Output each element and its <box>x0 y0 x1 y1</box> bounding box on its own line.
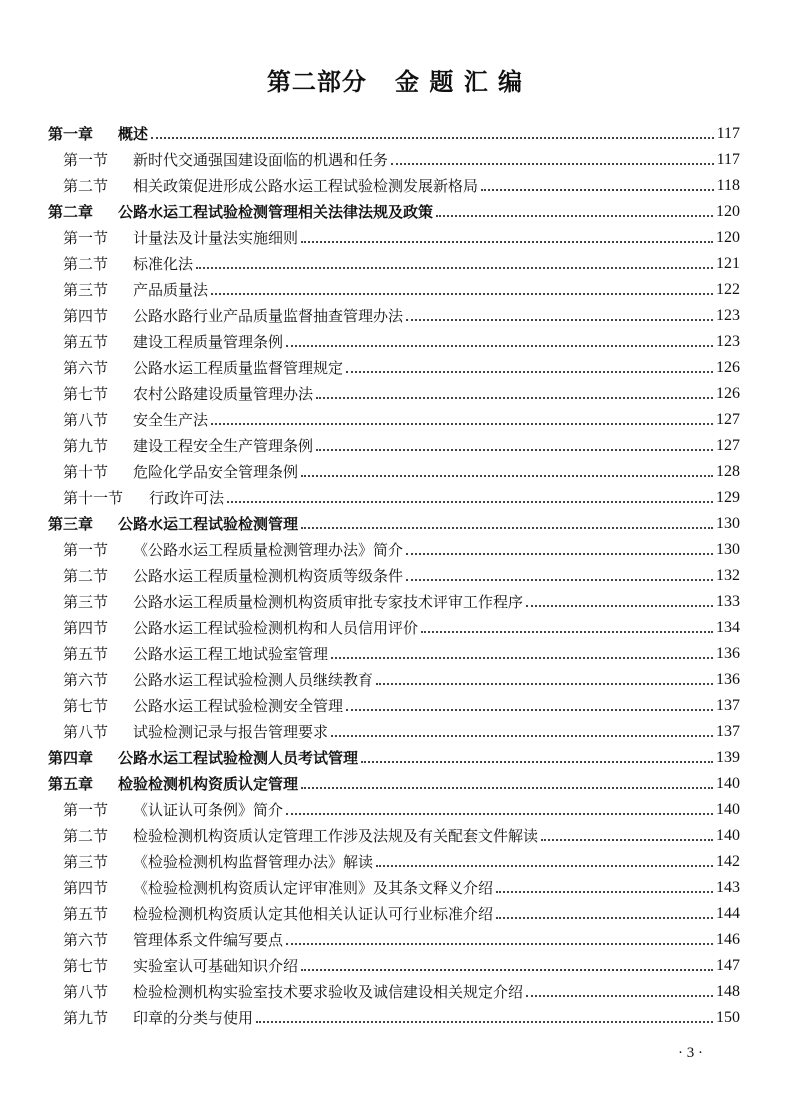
toc-entry-number: 第七节 <box>63 697 109 715</box>
toc-chapter-entry <box>48 742 740 768</box>
toc-entry-number: 第一节 <box>63 229 109 247</box>
dot-leader <box>496 917 713 919</box>
dot-leader <box>301 475 713 477</box>
toc-section-entry <box>48 560 740 586</box>
toc-section-entry <box>48 456 740 482</box>
toc-entry-title: 公路水运工程试验检测人员继续教育 <box>133 671 374 689</box>
toc-entry-number: 第一节 <box>63 541 109 559</box>
toc-entry-title: 检验检测机构资质认定其他相关认证认可行业标准介绍 <box>133 905 494 923</box>
toc-entry-title: 管理体系文件编写要点 <box>133 931 284 949</box>
toc-entry-number: 第八节 <box>63 723 109 741</box>
toc-entry-page-number: 142 <box>716 853 740 870</box>
toc-entry-page-number: 129 <box>716 489 740 506</box>
dot-leader <box>406 579 713 581</box>
toc-section-entry <box>48 898 740 924</box>
dot-leader <box>316 449 713 451</box>
toc-chapter-entry <box>48 118 740 144</box>
toc-chapter-entry <box>48 768 740 794</box>
toc-entry-number: 第二章 <box>48 203 94 221</box>
toc-entry-number: 第八节 <box>63 983 109 1001</box>
dot-leader <box>436 215 713 217</box>
dot-leader <box>256 1021 713 1023</box>
dot-leader <box>286 345 713 347</box>
toc-entry-title: 公路水运工程试验检测安全管理 <box>133 697 344 715</box>
toc-section-entry <box>48 1002 740 1028</box>
toc-chapter-entry <box>48 196 740 222</box>
toc-entry-title: 《检验检测机构监督管理办法》解读 <box>133 853 374 871</box>
dot-leader <box>316 397 713 399</box>
toc-entry-page-number: 117 <box>716 151 740 168</box>
toc-entry-page-number: 126 <box>716 385 740 402</box>
toc-entry-title: 公路水运工程质量监督管理规定 <box>133 359 344 377</box>
dot-leader <box>526 995 713 997</box>
toc-entry-number: 第一节 <box>63 151 109 169</box>
toc-section-entry <box>48 638 740 664</box>
toc-entry-page-number: 140 <box>716 801 740 818</box>
toc-entry-number: 第十节 <box>63 463 109 481</box>
toc-entry-page-number: 128 <box>716 463 740 480</box>
toc-entry-page-number: 120 <box>716 203 740 220</box>
dot-leader <box>421 631 713 633</box>
dot-leader <box>376 865 713 867</box>
toc-entry-title: 建设工程安全生产管理条例 <box>133 437 314 455</box>
toc-entry-title: 行政许可法 <box>149 489 225 507</box>
toc-entry-page-number: 123 <box>716 333 740 350</box>
toc-section-entry <box>48 664 740 690</box>
toc-entry-page-number: 127 <box>716 411 740 428</box>
toc-entry-title: 检验检测机构资质认定管理 <box>118 775 299 793</box>
toc-entry-title: 公路水路行业产品质量监督抽查管理办法 <box>133 307 404 325</box>
toc-entry-page-number: 123 <box>716 307 740 324</box>
toc-entry-page-number: 140 <box>716 827 740 844</box>
toc-entry-number: 第一章 <box>48 125 94 143</box>
toc-entry-title: 公路水运工程试验检测人员考试管理 <box>118 749 359 767</box>
toc-entry-page-number: 137 <box>716 723 740 740</box>
dot-leader <box>496 891 713 893</box>
toc-entry-page-number: 126 <box>716 359 740 376</box>
toc-entry-number: 第一节 <box>63 801 109 819</box>
dot-leader <box>361 761 713 763</box>
toc-entry-number: 第六节 <box>63 671 109 689</box>
toc-entry-page-number: 136 <box>716 645 740 662</box>
dot-leader <box>286 813 713 815</box>
toc-entry-title: 试验检测记录与报告管理要求 <box>133 723 329 741</box>
toc-section-entry <box>48 378 740 404</box>
toc-entry-title: 建设工程质量管理条例 <box>133 333 284 351</box>
toc-entry-title: 农村公路建设质量管理办法 <box>133 385 314 403</box>
toc-section-entry <box>48 794 740 820</box>
toc-entry-number: 第九节 <box>63 1009 109 1027</box>
toc-entry-page-number: 139 <box>716 749 740 766</box>
toc-entry-title: 《检验检测机构资质认定评审准则》及其条文释义介绍 <box>133 879 494 897</box>
toc-entry-page-number: 120 <box>716 229 740 246</box>
table-of-contents <box>48 118 740 1028</box>
toc-entry-page-number: 146 <box>716 931 740 948</box>
dot-leader <box>541 839 713 841</box>
toc-entry-page-number: 121 <box>716 255 740 272</box>
toc-section-entry <box>48 612 740 638</box>
dot-leader <box>227 501 713 503</box>
toc-section-entry <box>48 690 740 716</box>
toc-entry-page-number: 134 <box>716 619 740 636</box>
toc-entry-number: 第六节 <box>63 359 109 377</box>
dot-leader <box>301 787 713 789</box>
page-title: 第二部分 金 题 汇 编 <box>266 67 524 96</box>
toc-entry-title: 公路水运工程质量检测机构资质等级条件 <box>133 567 404 585</box>
toc-entry-number: 第五节 <box>63 645 109 663</box>
toc-entry-page-number: 117 <box>716 125 740 142</box>
toc-section-entry <box>48 950 740 976</box>
toc-section-entry <box>48 326 740 352</box>
toc-entry-title: 安全生产法 <box>133 411 209 429</box>
toc-entry-page-number: 144 <box>716 905 740 922</box>
toc-entry-page-number: 143 <box>716 879 740 896</box>
toc-entry-page-number: 133 <box>716 593 740 610</box>
toc-entry-page-number: 137 <box>716 697 740 714</box>
toc-entry-page-number: 130 <box>716 515 740 532</box>
toc-chapter-entry <box>48 508 740 534</box>
toc-section-entry <box>48 430 740 456</box>
dot-leader <box>526 605 713 607</box>
toc-entry-number: 第六节 <box>63 931 109 949</box>
dot-leader <box>391 163 714 165</box>
toc-entry-number: 第三节 <box>63 853 109 871</box>
toc-entry-number: 第四章 <box>48 749 94 767</box>
toc-entry-title: 概述 <box>118 125 149 143</box>
toc-entry-number: 第二节 <box>63 827 109 845</box>
toc-section-entry <box>48 300 740 326</box>
toc-entry-title: 检验检测机构资质认定管理工作涉及法规及有关配套文件解读 <box>133 827 539 845</box>
dot-leader <box>301 527 713 529</box>
toc-entry-title: 产品质量法 <box>133 281 209 299</box>
toc-entry-number: 第八节 <box>63 411 109 429</box>
dot-leader <box>481 189 714 191</box>
toc-section-entry <box>48 846 740 872</box>
toc-entry-number: 第五节 <box>63 333 109 351</box>
toc-entry-title: 公路水运工程质量检测机构资质审批专家技术评审工作程序 <box>133 593 524 611</box>
page-folio: · 3 · <box>678 1045 703 1061</box>
toc-section-entry <box>48 274 740 300</box>
toc-entry-title: 计量法及计量法实施细则 <box>133 229 299 247</box>
toc-entry-title: 新时代交通强国建设面临的机遇和任务 <box>133 151 389 169</box>
toc-entry-title: 检验检测机构实验室技术要求验收及诚信建设相关规定介绍 <box>133 983 524 1001</box>
toc-entry-title: 印章的分类与使用 <box>133 1009 254 1027</box>
toc-entry-page-number: 132 <box>716 567 740 584</box>
dot-leader <box>346 709 713 711</box>
toc-section-entry <box>48 820 740 846</box>
toc-entry-number: 第四节 <box>63 619 109 637</box>
toc-entry-number: 第四节 <box>63 879 109 897</box>
dot-leader <box>151 137 714 139</box>
toc-entry-number: 第五章 <box>48 775 94 793</box>
dot-leader <box>406 319 713 321</box>
toc-entry-title: 危险化学品安全管理条例 <box>133 463 299 481</box>
toc-entry-number: 第二节 <box>63 177 109 195</box>
toc-section-entry <box>48 352 740 378</box>
toc-entry-title: 公路水运工程试验检测机构和人员信用评价 <box>133 619 419 637</box>
toc-entry-page-number: 136 <box>716 671 740 688</box>
dot-leader <box>406 553 713 555</box>
toc-entry-page-number: 140 <box>716 775 740 792</box>
toc-entry-number: 第五节 <box>63 905 109 923</box>
toc-entry-title: 《公路水运工程质量检测管理办法》简介 <box>133 541 404 559</box>
toc-entry-title: 标准化法 <box>133 255 194 273</box>
toc-entry-page-number: 147 <box>716 957 740 974</box>
toc-entry-number: 第三节 <box>63 281 109 299</box>
toc-entry-title: 相关政策促进形成公路水运工程试验检测发展新格局 <box>133 177 479 195</box>
toc-section-entry <box>48 144 740 170</box>
toc-entry-number: 第十一节 <box>63 489 124 507</box>
dot-leader <box>331 735 713 737</box>
dot-leader <box>301 969 713 971</box>
dot-leader <box>331 657 713 659</box>
dot-leader <box>211 423 713 425</box>
toc-entry-page-number: 130 <box>716 541 740 558</box>
toc-section-entry <box>48 872 740 898</box>
dot-leader <box>301 241 713 243</box>
dot-leader <box>346 371 713 373</box>
toc-entry-title: 实验室认可基础知识介绍 <box>133 957 299 975</box>
toc-entry-page-number: 122 <box>716 281 740 298</box>
toc-section-entry <box>48 248 740 274</box>
toc-entry-title: 《认证认可条例》简介 <box>133 801 284 819</box>
toc-section-entry <box>48 482 740 508</box>
toc-section-entry <box>48 404 740 430</box>
dot-leader <box>376 683 713 685</box>
toc-entry-number: 第七节 <box>63 385 109 403</box>
toc-section-entry <box>48 586 740 612</box>
toc-section-entry <box>48 716 740 742</box>
toc-entry-number: 第二节 <box>63 255 109 273</box>
toc-entry-number: 第三节 <box>63 593 109 611</box>
toc-entry-number: 第三章 <box>48 515 94 533</box>
dot-leader <box>196 267 713 269</box>
toc-entry-page-number: 150 <box>716 1009 740 1026</box>
toc-section-entry <box>48 170 740 196</box>
toc-entry-number: 第七节 <box>63 957 109 975</box>
toc-section-entry <box>48 534 740 560</box>
toc-section-entry <box>48 924 740 950</box>
toc-section-entry <box>48 222 740 248</box>
toc-entry-page-number: 127 <box>716 437 740 454</box>
dot-leader <box>286 943 713 945</box>
toc-entry-title: 公路水运工程试验检测管理 <box>118 515 299 533</box>
toc-entry-number: 第九节 <box>63 437 109 455</box>
toc-entry-title: 公路水运工程试验检测管理相关法律法规及政策 <box>118 203 434 221</box>
toc-section-entry <box>48 976 740 1002</box>
dot-leader <box>211 293 713 295</box>
toc-entry-page-number: 118 <box>716 177 740 194</box>
toc-entry-title: 公路水运工程工地试验室管理 <box>133 645 329 663</box>
toc-entry-number: 第二节 <box>63 567 109 585</box>
toc-entry-number: 第四节 <box>63 307 109 325</box>
toc-entry-page-number: 148 <box>716 983 740 1000</box>
